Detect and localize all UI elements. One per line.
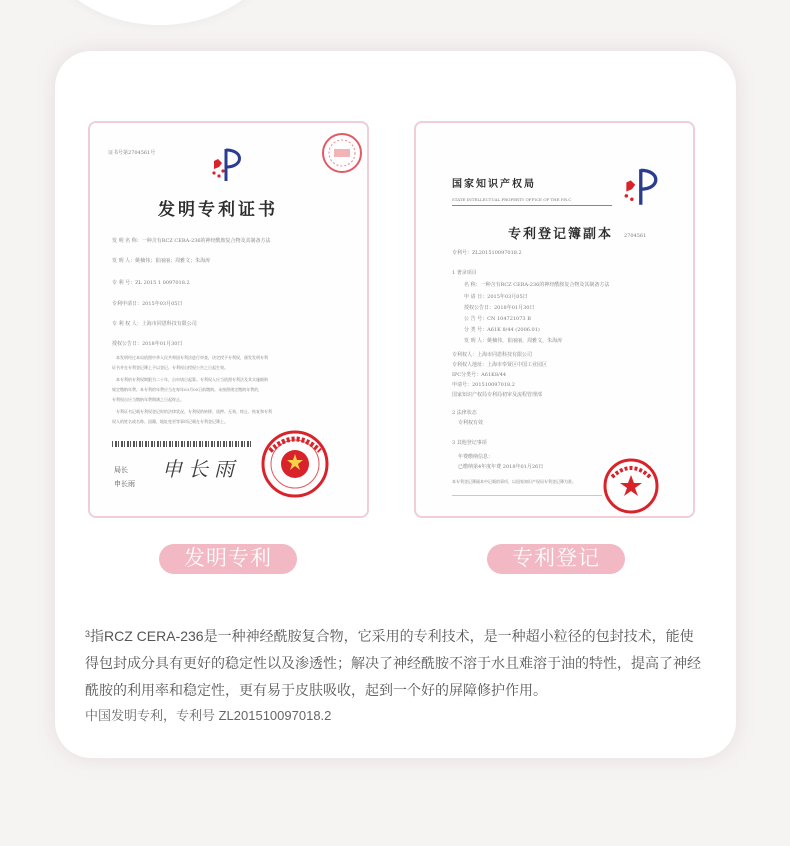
cert-row: 授权公告日：2018年01月30日 [112,341,183,347]
section-heading: 3 其他登记事项 [452,440,487,446]
fee-line: 已缴纳第4年度年费 2018年01月26日 [458,464,544,470]
register-row: 授权公告日：2018年01月30日 [464,305,535,311]
owner-line: IPC分类号：A61K8/44 [452,372,507,378]
owner-line: 专利权人地址：上海市奉贤区中国工业园区 [452,362,548,368]
register-title: 专利登记簿副本 [508,227,614,242]
register-row: 公 告 号：CN 104721073 B [464,316,531,322]
owner-line: 国家知识产权局专利局初审及流程管理部 [452,392,543,398]
footer-divider [452,495,602,496]
cert-row: 发 明 人：姚楠伟；崔丽丽；周雅文；朱海涛 [112,258,211,264]
top-seal-icon [320,131,364,175]
register-row: 名 称：一种含有RCZ CERA-236的神经酰胺复合物及其制备方法 [464,282,610,288]
content-card [55,51,736,758]
cert-row: 专利申请日：2015年03月05日 [112,301,183,307]
description-text: 指RCZ CERA-236是一种神经酰胺复合物，它采用的专利技术，是一种超小粒径的包封技术，能使得包封成分具有更好的稳定性以及渗透性；解决了神经酰胺不溶于水且难溶于油的特性，提高了神经酰胺的利用率和稳定性，更有易于皮肤吸收，起到一个好的屏障修护作用。 [85,628,701,698]
register-row: 分 类 号：A61K 8/44 (2006.01) [464,327,540,333]
register-org-cn: 国家知识产权局 [452,179,536,190]
director-signature: 申长雨 [162,457,240,481]
cert-body-line: 专利权自应当缴纳年费期满之日起终止。 [112,397,184,402]
owner-line: 申请号：201510097018.2 [452,382,515,388]
cnipa-logo-icon [620,167,666,207]
footnote-marker: 3 [85,629,91,639]
register-patent-number: 专利号：ZL201510097018.2 [452,250,522,256]
certificate-barcode [112,441,252,447]
section-heading: 1 著录项目 [452,270,477,276]
official-seal-icon [260,429,330,499]
register-row: 申 请 日：2015年03月05日 [464,294,528,300]
cnipa-logo-icon [210,147,250,183]
fee-line: 年费缴纳信息： [458,454,494,460]
cert-body-line: 本专利的专利权期限为二十年，自申请日起算。专利权人应当依照专利法及其实施细则 [116,377,268,382]
certificate-title: 发明专利证书 [158,200,278,220]
patent-registration-label: 专利登记 [487,544,625,574]
invention-patent-certificate [88,121,369,518]
cert-row: 专 利 权 人：上海市同恩科技有限公司 [112,321,197,327]
decorative-arc [40,0,280,25]
cert-body-line: 专利证书记载专利权登记时的法律状况。专利权的转移、质押、无效、终止、恢复和专利 [116,409,272,414]
cert-row: 专 利 号：ZL 2015 1 0097018.2 [112,280,190,286]
certificate-number: 证书号第2704561号 [108,150,156,156]
director-name: 申长雨 [114,480,135,488]
header-divider [452,205,612,206]
cert-body-line: 权人的姓名或名称、国籍、地址变更等事项记载在专利登记簿上。 [112,419,228,424]
register-serial: 2704561 [624,233,647,239]
invention-patent-label: 发明专利 [159,544,297,574]
cert-body-line: 证书并在专利登记簿上予以登记。专利权自授权公告之日起生效。 [112,365,228,370]
cert-body-line: 本发明经过本局依照中华人民共和国专利法进行审查，决定授予专利权，颁发发明专利 [116,355,268,360]
director-label: 局长 [114,466,128,474]
register-row: 发 明 人：姚楠伟，崔丽丽，周雅文，朱海涛 [464,338,563,344]
register-org-en: STATE INTELLECTUAL PROPERTY OFFICE OF THE P.R.C [452,197,572,202]
owner-line: 专利权人：上海市同恩科技有限公司 [452,352,533,358]
description-paragraph [85,623,705,704]
cert-row: 发 明 名 称：一种含有RCZ CERA-236的神经酰胺复合物及其制备方法 [112,238,271,244]
register-footer: 本专利登记簿副本中记载的事项，以国家知识产权局专利登记簿为准。 [452,479,576,484]
cert-body-line: 规定缴纳年费。本专利的年费应当在每年03月05日前缴纳。未按照规定缴纳年费的， [112,387,263,392]
legal-status: 专利权有效 [458,420,484,426]
register-seal-icon [602,457,660,515]
patent-note: 中国发明专利，专利号 ZL201510097018.2 [85,708,332,723]
patent-register-copy [414,121,695,518]
section-heading: 2 法律状态 [452,410,477,416]
